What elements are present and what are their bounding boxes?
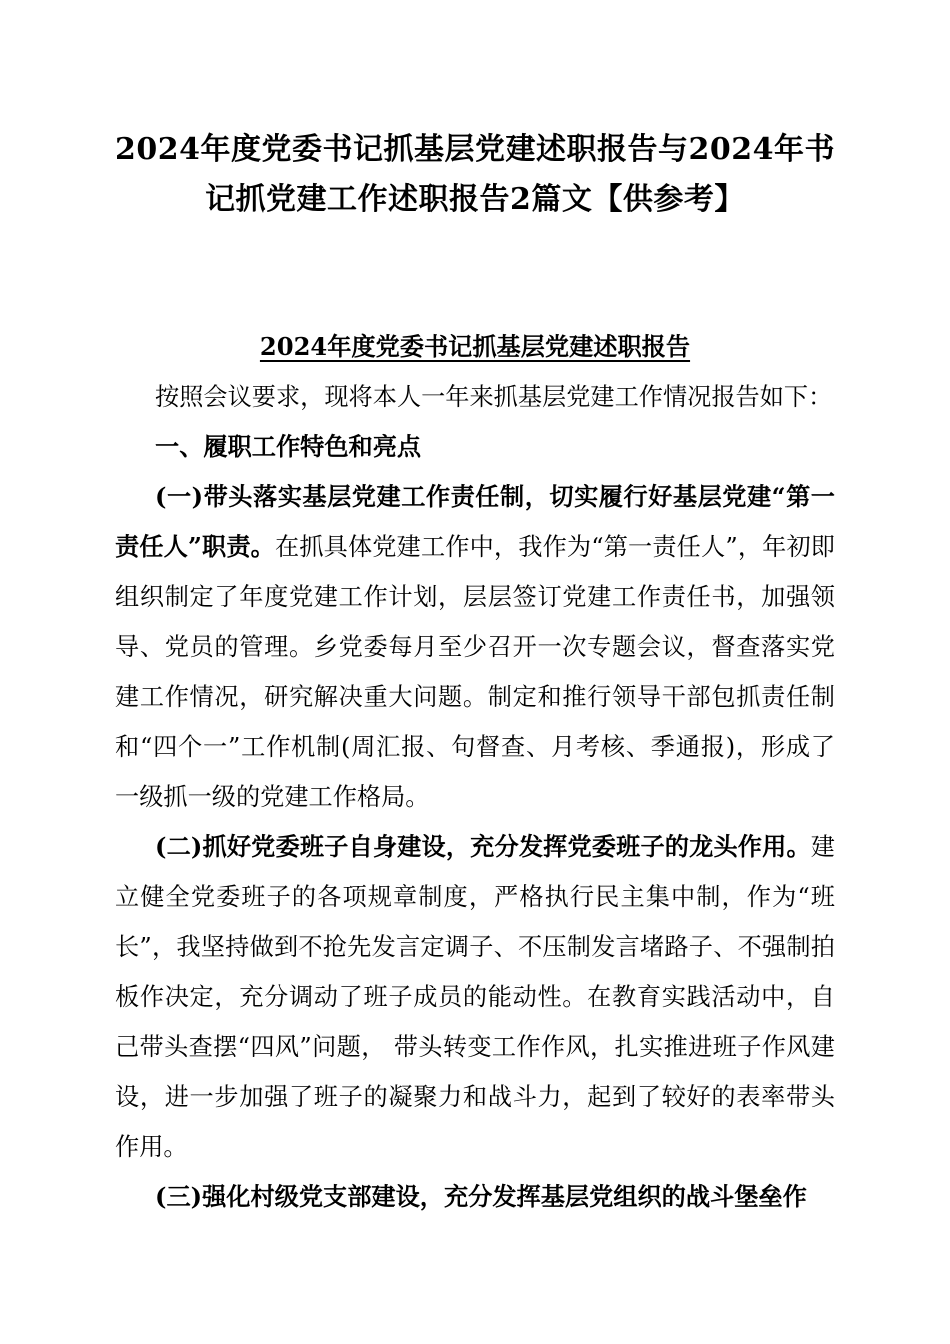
- document-title-line2: 记抓党建工作述职报告2篇文【供参考】: [205, 182, 745, 217]
- paragraph-item-3-lead: (三)强化村级党支部建设，充分发挥基层党组织的战斗堡垒作: [155, 1182, 807, 1211]
- document-title-line1: 2024年度党委书记抓基层党建述职报告与2024年书: [115, 132, 835, 167]
- heading-section-1: [115, 422, 835, 472]
- paragraph-item-1-lead: (一)带头落实基层党建工作责任制，切实履行好基层党建“第一责任人”职责。: [115, 482, 835, 561]
- paragraph-item-2-lead: (二)抓好党委班子自身建设，充分发挥党委班子的龙头作用。: [155, 832, 811, 861]
- paragraph-item-1-body: 在抓具体党建工作中，我作为“第一责任人”，年初即组织制定了年度党建工作计划，层层签订党建工作责任书，加强领导、党员的管理。乡党委每月至少召开一次专题会议，督查落实党建工作情况，研究解决重大问题。制定和推行领导干部包抓责任制和“四个一”工作机制(周汇报、句督查、月考核、季通报)，形成了一级抓一级的党建工作格局。: [115, 533, 835, 811]
- paragraph-item-1: [115, 472, 835, 822]
- section-heading: [115, 322, 835, 372]
- paragraph-item-2: [115, 822, 835, 1172]
- document-title: [115, 125, 835, 225]
- paragraph-item-2-body: 建立健全党委班子的各项规章制度，严格执行民主集中制，作为“班长”，我坚持做到不抢先发言定调子、不压制发言堵路子、不强制拍板作决定，充分调动了班子成员的能动性。在教育实践活动中，自己带头查摆“四风”问题， 带头转变工作作风，扎实推进班子作风建设，进一步加强了班子的凝聚力和战斗力，起到了较好的表率带头作用。: [115, 833, 835, 1161]
- heading-section-1-text: 一、履职工作特色和亮点: [155, 432, 422, 461]
- paragraph-intro: [115, 372, 835, 422]
- paragraph-item-3: [115, 1172, 835, 1222]
- paragraph-intro-body: 按照会议要求，现将本人一年来抓基层党建工作情况报告如下：: [155, 383, 833, 411]
- section-heading-text: 2024年度党委书记抓基层党建述职报告: [259, 332, 691, 361]
